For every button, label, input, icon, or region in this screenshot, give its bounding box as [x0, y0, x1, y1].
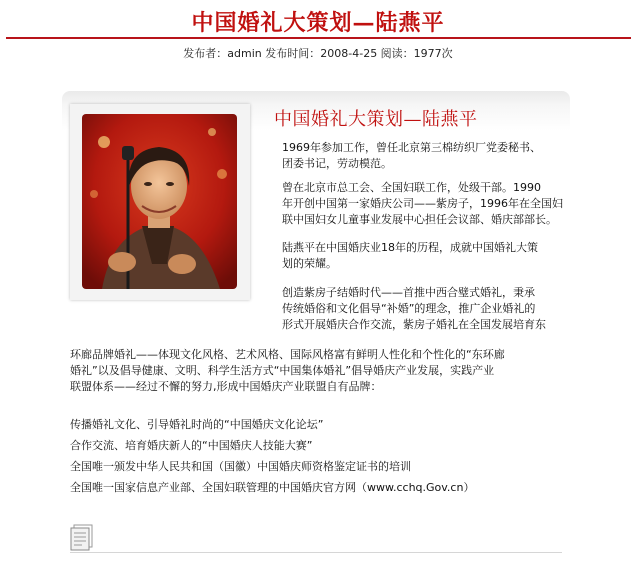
- text-line: 联中国妇女儿童事业发展中心担任会议部、婚庆部部长。: [282, 213, 557, 226]
- text-line: 环廊品牌婚礼——体现文化风格、艺术风格、国际风格富有鲜明人性化和个性化的“东环廊: [70, 348, 505, 361]
- text-line: 划的荣耀。: [282, 257, 337, 270]
- text-line: 1969年参加工作，曾任北京第三棉纺织厂党委秘书、: [282, 141, 541, 154]
- brand-list-item: 全国唯一国家信息产业部、全国妇联管理的中国婚庆官方网（www.cchq.Gov.cn）: [70, 481, 475, 494]
- brand-list-item: 传播婚礼文化、引导婚礼时尚的“中国婚庆文化论坛”: [70, 418, 324, 431]
- text-line: 团委书记，劳动模范。: [282, 157, 392, 170]
- text-line: 陆燕平在中国婚庆业18年的历程，成就中国婚礼大策: [282, 241, 538, 254]
- paragraph-zifangzi: [258, 285, 562, 333]
- brand-list-item: 合作交流、培育婚庆新人的“中国婚庆人技能大赛”: [70, 439, 313, 452]
- text-line: 传统婚俗和文化倡导“补婚”的理念，推广企业婚礼的: [282, 302, 536, 315]
- paragraph-achievement: [258, 240, 562, 272]
- text-line: 曾在北京市总工会、全国妇联工作，处级干部。1990: [282, 181, 541, 194]
- article-meta: 发布者：admin 发布时间：2008-4-25 阅读：1977次: [183, 47, 453, 60]
- brand-list-item: 全国唯一颁发中华人民共和国（国徽）中国婚庆师资格鉴定证书的培训: [70, 460, 411, 473]
- text-line: 形式开展婚庆合作交流，紫房子婚礼在全国发展培育东: [282, 318, 546, 331]
- paragraph-zifangzi-continued: [70, 347, 562, 395]
- portrait-frame: [70, 104, 250, 300]
- page-title: 中国婚礼大策划—陆燕平: [191, 10, 445, 36]
- portrait-photo: [82, 114, 237, 289]
- document-icon: [70, 523, 94, 551]
- text-line: 创造紫房子结婚时代——首推中西合璧式婚礼，秉承: [282, 286, 535, 299]
- text-line: 年开创中国第一家婚庆公司——紫房子，1996年在全国妇: [282, 197, 563, 210]
- article-heading: 中国婚礼大策划—陆燕平: [274, 109, 478, 130]
- footer-divider: [70, 552, 562, 553]
- text-line: 联盟体系——经过不懈的努力,形成中国婚庆产业联盟自有品牌：: [70, 380, 382, 393]
- text-line: 婚礼”以及倡导健康、文明、科学生活方式“中国集体婚礼”倡导婚庆产业发展，实践产业: [70, 364, 495, 377]
- paragraph-career-start: [258, 140, 562, 172]
- title-divider: [6, 37, 631, 39]
- paragraph-career-union: [258, 180, 562, 228]
- brand-list: [70, 414, 562, 498]
